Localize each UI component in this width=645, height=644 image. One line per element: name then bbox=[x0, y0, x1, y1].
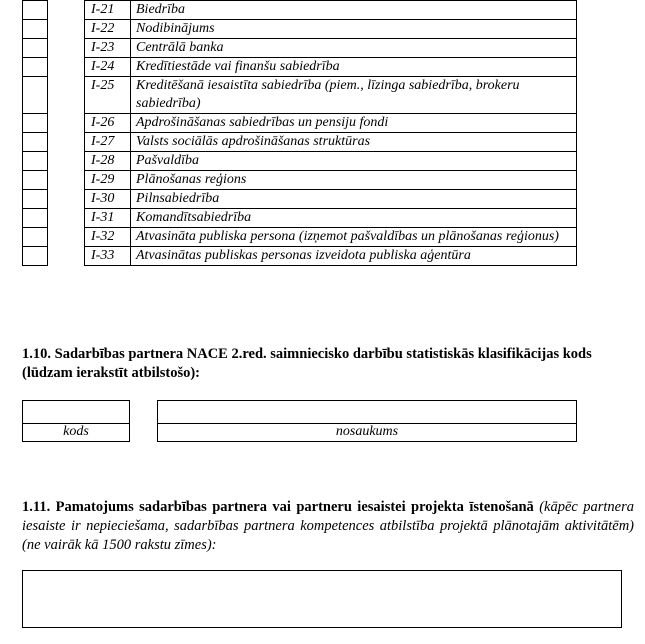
legal-form-row bbox=[23, 209, 577, 228]
legal-form-checkbox-cell[interactable] bbox=[23, 190, 48, 209]
legal-form-name: Biedrība bbox=[131, 1, 577, 20]
legal-form-name: Nodibinājums bbox=[131, 20, 577, 39]
legal-form-name: Komandītsabiedrība bbox=[131, 209, 577, 228]
spacer-cell bbox=[48, 114, 85, 133]
legal-form-code: I-25 bbox=[85, 77, 131, 114]
legal-form-checkbox-cell[interactable] bbox=[23, 39, 48, 58]
legal-form-name: Kredītiestāde vai finanšu sabiedrība bbox=[131, 58, 577, 77]
legal-form-row bbox=[23, 247, 577, 266]
legal-form-name: Atvasinātas publiskas personas izveidota publiska aģentūra bbox=[131, 247, 577, 266]
partner-justification-textarea[interactable] bbox=[22, 570, 622, 628]
legal-form-name: Pilnsabiedrība bbox=[131, 190, 577, 209]
legal-form-row bbox=[23, 20, 577, 39]
nace-code-input[interactable] bbox=[22, 400, 130, 424]
legal-form-row bbox=[23, 190, 577, 209]
legal-form-row bbox=[23, 133, 577, 152]
legal-form-row bbox=[23, 171, 577, 190]
legal-form-checkbox-cell[interactable] bbox=[23, 247, 48, 266]
legal-form-code: I-23 bbox=[85, 39, 131, 58]
spacer-cell bbox=[48, 1, 85, 20]
spacer-cell bbox=[48, 209, 85, 228]
nace-code-label: kods bbox=[22, 423, 130, 442]
legal-form-checkbox-cell[interactable] bbox=[23, 77, 48, 114]
legal-form-checkbox-cell[interactable] bbox=[23, 209, 48, 228]
legal-form-name: Kreditēšanā iesaistīta sabiedrība (piem., līzinga sabiedrība, brokeru sabiedrība) bbox=[131, 77, 577, 114]
legal-form-code: I-28 bbox=[85, 152, 131, 171]
spacer-cell bbox=[48, 77, 85, 114]
legal-form-name: Atvasināta publiska persona (izņemot pašvaldības un plānošanas reģionus) bbox=[131, 228, 577, 247]
legal-form-code: I-27 bbox=[85, 133, 131, 152]
legal-form-row bbox=[23, 152, 577, 171]
spacer-cell bbox=[48, 247, 85, 266]
section-1-10-heading: 1.10. Sadarbības partnera NACE 2.red. saimniecisko darbību statistiskās klasifikācijas kods (lūdzam ierakstīt atbilstošo): bbox=[22, 346, 592, 381]
section-1-11-title: 1.11. Pamatojums sadarbības partnera vai partneru iesaistei projekta īstenošanā bbox=[22, 499, 534, 515]
legal-form-checkbox-cell[interactable] bbox=[23, 228, 48, 247]
spacer-cell bbox=[48, 133, 85, 152]
legal-form-code: I-30 bbox=[85, 190, 131, 209]
spacer-cell bbox=[48, 171, 85, 190]
legal-form-name: Pašvaldība bbox=[131, 152, 577, 171]
legal-form-checkbox-cell[interactable] bbox=[23, 58, 48, 77]
spacer-cell bbox=[48, 228, 85, 247]
legal-form-code: I-21 bbox=[85, 1, 131, 20]
legal-form-code: I-29 bbox=[85, 171, 131, 190]
legal-form-code: I-31 bbox=[85, 209, 131, 228]
legal-form-code: I-26 bbox=[85, 114, 131, 133]
legal-form-row bbox=[23, 1, 577, 20]
legal-form-table-body bbox=[23, 1, 577, 266]
legal-form-name: Plānošanas reģions bbox=[131, 171, 577, 190]
spacer-cell bbox=[48, 190, 85, 209]
spacer-cell bbox=[48, 58, 85, 77]
legal-form-row bbox=[23, 228, 577, 247]
legal-form-checkbox-cell[interactable] bbox=[23, 114, 48, 133]
legal-form-code: I-22 bbox=[85, 20, 131, 39]
nace-name-label: nosaukums bbox=[157, 423, 577, 442]
legal-form-code: I-32 bbox=[85, 228, 131, 247]
legal-form-name: Apdrošināšanas sabiedrības un pensiju fondi bbox=[131, 114, 577, 133]
section-1-11-heading bbox=[22, 498, 634, 555]
legal-form-checkbox-cell[interactable] bbox=[23, 152, 48, 171]
legal-form-code: I-24 bbox=[85, 58, 131, 77]
legal-form-row bbox=[23, 39, 577, 58]
nace-name-input[interactable] bbox=[157, 400, 577, 424]
legal-form-row bbox=[23, 58, 577, 77]
section-1-11-colon: : bbox=[211, 537, 217, 553]
spacer-cell bbox=[48, 39, 85, 58]
legal-form-checkbox-cell[interactable] bbox=[23, 133, 48, 152]
legal-form-name: Valsts sociālās apdrošināšanas struktūras bbox=[131, 133, 577, 152]
legal-form-table bbox=[22, 0, 577, 266]
legal-form-checkbox-cell[interactable] bbox=[23, 20, 48, 39]
legal-form-code: I-33 bbox=[85, 247, 131, 266]
legal-form-row bbox=[23, 77, 577, 114]
spacer-cell bbox=[48, 20, 85, 39]
legal-form-checkbox-cell[interactable] bbox=[23, 171, 48, 190]
legal-form-name: Centrālā banka bbox=[131, 39, 577, 58]
legal-form-row bbox=[23, 114, 577, 133]
legal-form-checkbox-cell[interactable] bbox=[23, 1, 48, 20]
spacer-cell bbox=[48, 152, 85, 171]
section-1-11-note: (kāpēc partnera iesaiste ir nepieciešama, sadarbības partnera kompetences atbilstība projektā plānotajām aktivitātēm) (ne vairāk kā 1500 rakstu zīmes) bbox=[22, 499, 634, 553]
